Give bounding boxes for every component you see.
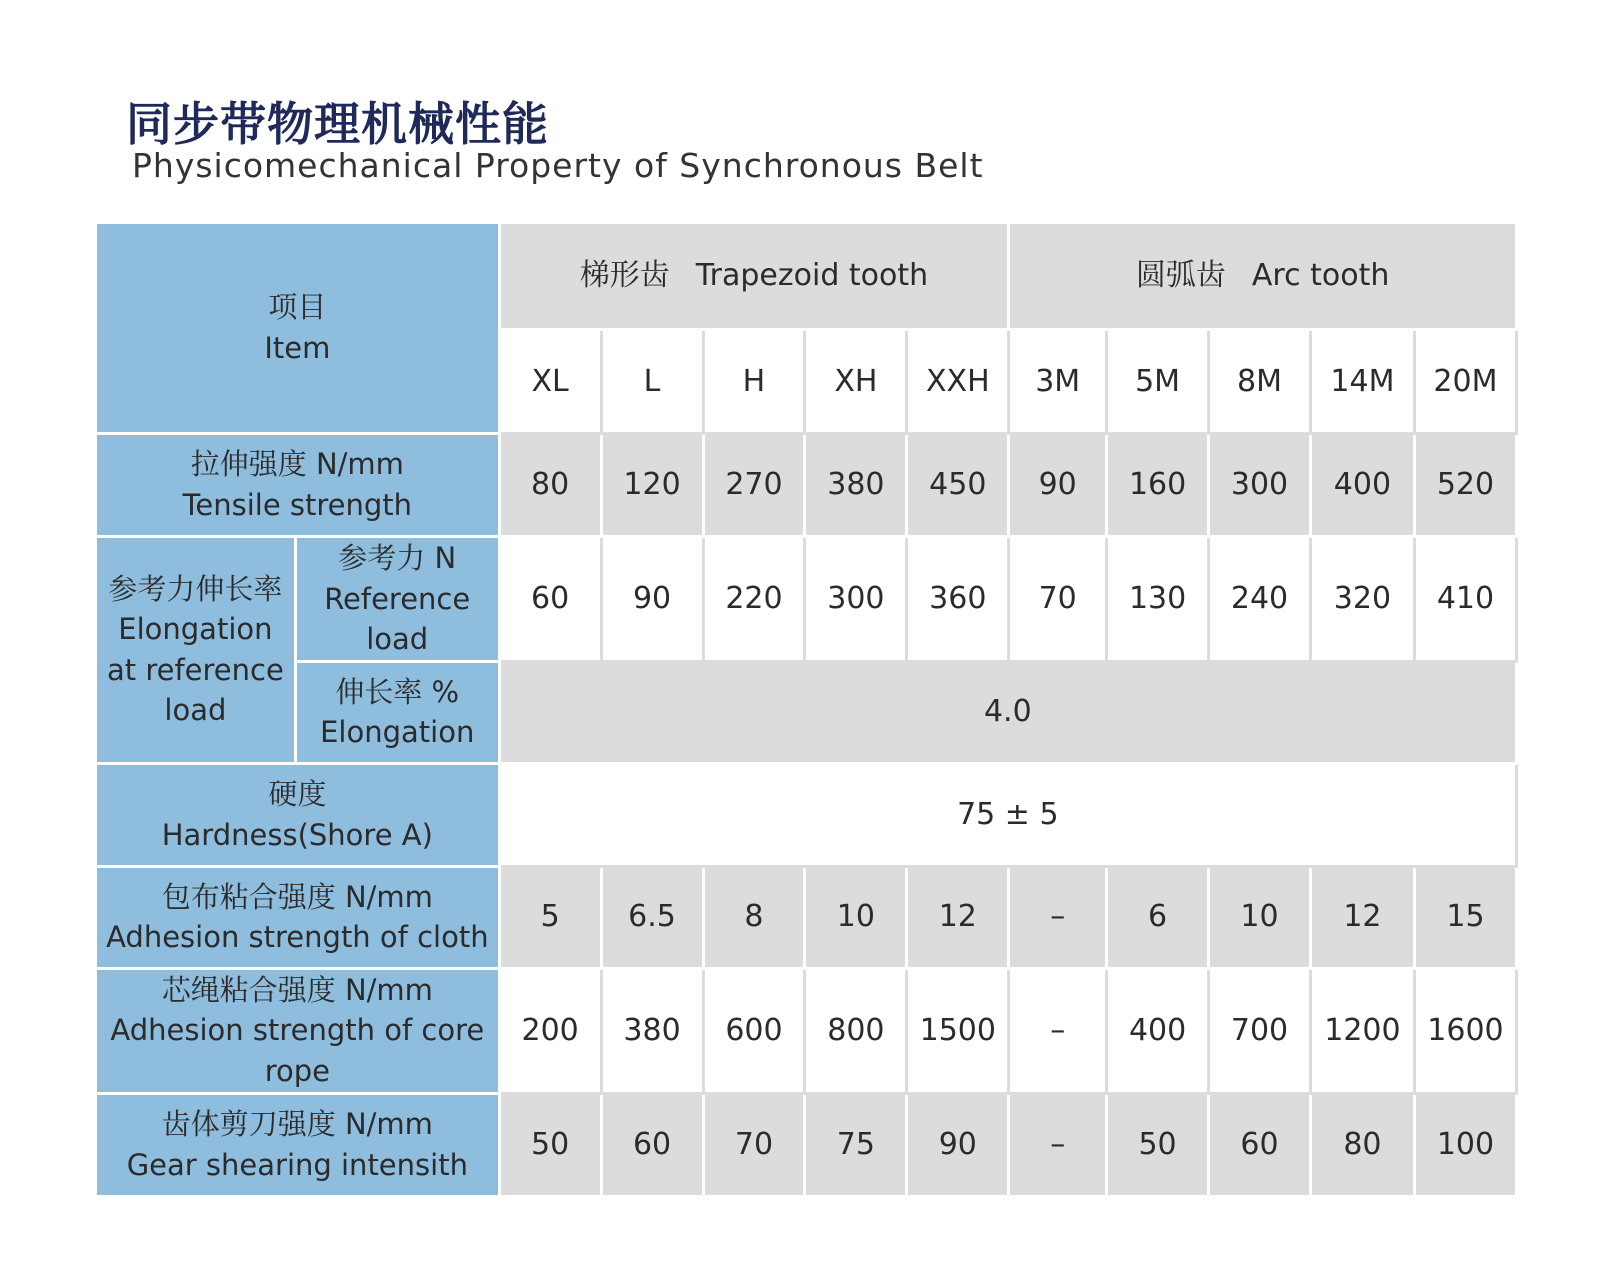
table-cell-merged: 75 ± 5: [499, 763, 1516, 866]
table-cell: 10: [1209, 866, 1311, 968]
row-label-en: Reference load: [324, 581, 471, 657]
table-cell: 10: [805, 866, 907, 968]
table-cell: 75: [805, 1093, 907, 1196]
table-cell: 50: [499, 1093, 601, 1196]
table-cell: 270: [703, 434, 805, 537]
row-label-core-rope-adhesion: [96, 968, 500, 1093]
table-cell: 400: [1107, 968, 1209, 1093]
table-row: [96, 434, 1517, 537]
table-cell: –: [1009, 866, 1107, 968]
row-label-en: at reference: [106, 652, 284, 687]
table-row: [96, 866, 1517, 968]
table-cell: 200: [499, 968, 601, 1093]
group-trapezoid-cn: 梯形齿: [579, 258, 670, 293]
row-label-en: Adhesion strength of cloth: [106, 920, 489, 955]
row-label-en: Elongation: [118, 612, 273, 647]
table-cell: 1500: [907, 968, 1009, 1093]
item-header-en: Item: [264, 331, 331, 365]
row-label-cn: 包布粘合强度 N/mm: [161, 879, 433, 914]
table-row: [96, 1093, 1517, 1196]
table-cell: 300: [1209, 434, 1311, 537]
table-cell: 90: [601, 537, 703, 662]
group-header-row: [96, 223, 1517, 330]
table-cell: 8: [703, 866, 805, 968]
column-header: 14M: [1310, 330, 1414, 434]
page-title-en: Physicomechanical Property of Synchronous Belt: [132, 146, 984, 185]
row-label-elongation: [295, 661, 499, 763]
table-cell: 240: [1209, 537, 1311, 662]
table-cell: 6: [1107, 866, 1209, 968]
row-label-cn: 硬度: [268, 777, 327, 812]
row-label-cn: 拉伸强度 N/mm: [190, 447, 404, 482]
column-header: XXH: [907, 330, 1009, 434]
table-cell: 60: [601, 1093, 703, 1196]
item-header-cell: [96, 223, 500, 434]
row-label-cn: 参考力伸长率: [108, 571, 283, 606]
table-cell: 300: [805, 537, 907, 662]
property-table: [94, 221, 1518, 1198]
row-label-cn: 芯绳粘合强度 N/mm: [161, 972, 433, 1007]
table-cell: –: [1009, 1093, 1107, 1196]
table-cell: 1600: [1414, 968, 1516, 1093]
table-cell: 360: [907, 537, 1009, 662]
table-cell: 700: [1209, 968, 1311, 1093]
column-header: L: [601, 330, 703, 434]
row-label-cn: 伸长率 %: [335, 674, 460, 709]
row-label-tensile: [96, 434, 500, 537]
table-cell: –: [1009, 968, 1107, 1093]
group-arc-cn: 圆弧齿: [1135, 258, 1226, 293]
table-cell: 6.5: [601, 866, 703, 968]
column-header: XH: [805, 330, 907, 434]
table-cell: 400: [1310, 434, 1414, 537]
table-cell: 160: [1107, 434, 1209, 537]
row-label-hardness: [96, 763, 500, 866]
row-label-en: Tensile strength: [182, 488, 413, 522]
column-header: H: [703, 330, 805, 434]
table-row: [96, 537, 1517, 662]
table-cell: 800: [805, 968, 907, 1093]
row-label-cn: 齿体剪刀强度 N/mm: [161, 1106, 433, 1141]
table-cell: 60: [499, 537, 601, 662]
table-cell: 90: [1009, 434, 1107, 537]
table-cell: 90: [907, 1093, 1009, 1196]
column-header: 3M: [1009, 330, 1107, 434]
column-header: 20M: [1414, 330, 1516, 434]
row-label-cloth-adhesion: [96, 866, 500, 968]
group-arc: [1009, 223, 1517, 330]
group-arc-en: Arc tooth: [1251, 258, 1390, 293]
row-label-en: Adhesion strength of core rope: [110, 1013, 485, 1088]
table-cell: 50: [1107, 1093, 1209, 1196]
table-cell: 100: [1414, 1093, 1516, 1196]
table-cell: 380: [805, 434, 907, 537]
group-trapezoid-en: Trapezoid tooth: [695, 258, 929, 293]
table-cell-merged: 4.0: [499, 661, 1516, 763]
table-cell: 380: [601, 968, 703, 1093]
page-title-cn: 同步带物理机械性能: [126, 97, 549, 151]
table-cell: 120: [601, 434, 703, 537]
table-cell: 70: [1009, 537, 1107, 662]
table-cell: 12: [907, 866, 1009, 968]
table-cell: 220: [703, 537, 805, 662]
table-cell: 70: [703, 1093, 805, 1196]
table-cell: 80: [1310, 1093, 1414, 1196]
table-cell: 130: [1107, 537, 1209, 662]
row-label-cn: 参考力 N: [338, 541, 457, 575]
row-label-en: Hardness(Shore A): [161, 817, 433, 852]
row-label-reference-load: [295, 537, 499, 662]
table-cell: 450: [907, 434, 1009, 537]
group-trapezoid: [499, 223, 1009, 330]
table-cell: 5: [499, 866, 601, 968]
table-cell: 600: [703, 968, 805, 1093]
table-row: [96, 968, 1517, 1093]
table-row: [96, 661, 1517, 763]
item-header-cn: 项目: [268, 290, 327, 325]
column-header: 8M: [1209, 330, 1311, 434]
table-cell: 80: [499, 434, 601, 537]
table-cell: 410: [1414, 537, 1516, 662]
table-cell: 12: [1310, 866, 1414, 968]
table-row: [96, 763, 1517, 866]
column-header: 5M: [1107, 330, 1209, 434]
row-label-en: load: [164, 693, 227, 728]
table-cell: 15: [1414, 866, 1516, 968]
row-label-en: Elongation: [320, 715, 475, 750]
row-label-gear-shearing: [96, 1093, 500, 1196]
row-label-en: Gear shearing intensith: [126, 1147, 468, 1182]
table-cell: 320: [1310, 537, 1414, 662]
table-cell: 1200: [1310, 968, 1414, 1093]
table-cell: 520: [1414, 434, 1516, 537]
table-cell: 60: [1209, 1093, 1311, 1196]
column-header: XL: [499, 330, 601, 434]
row-label-elongation-group: [96, 537, 296, 764]
